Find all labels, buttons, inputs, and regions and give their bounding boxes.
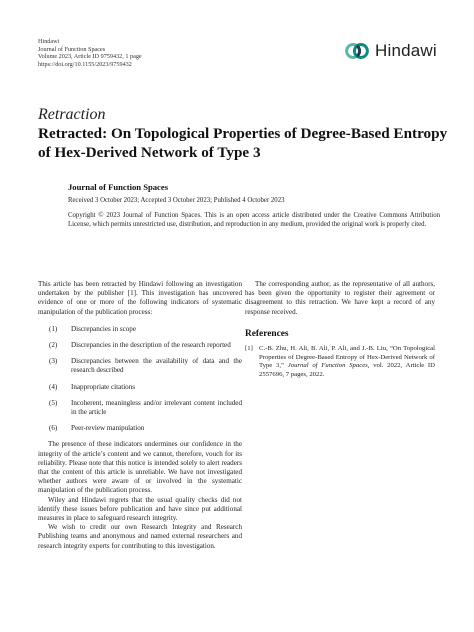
list-item-number: (4) <box>49 382 58 391</box>
indicator-list <box>38 325 242 434</box>
right-column <box>245 280 435 380</box>
list-item <box>38 399 242 417</box>
journal-name: Journal of Function Spaces <box>68 182 169 192</box>
list-item-text: Discrepancies between the availability of data and the research described <box>71 357 242 375</box>
list-item <box>38 357 242 375</box>
publication-dates: Received 3 October 2023; Accepted 3 October 2023; Published 4 October 2023 <box>68 197 285 204</box>
logo-wordmark: Hindawi <box>375 41 437 60</box>
author-paragraph: The corresponding author, as the representative of all authors, has been given the opportunity to register their agreement or disagreement to this retraction. We have kept a record of any response received. <box>245 280 435 316</box>
list-item <box>38 424 242 433</box>
hindawi-logo-icon <box>344 38 370 64</box>
references-heading: References <box>245 328 289 339</box>
list-item-text: Discrepancies in scope <box>71 324 137 333</box>
reference-number: [1] <box>245 345 253 353</box>
list-item-number: (6) <box>49 424 58 433</box>
list-item-text: Peer-review manipulation <box>71 424 145 433</box>
left-column <box>38 280 242 551</box>
intro-paragraph: This article has been retracted by Hindawi following an investigation undertaken by the publisher [1]. This investigation has uncovered evidence of one or more of the following indicators of systematic manipulation of the publication process: <box>38 280 242 316</box>
list-item-number: (5) <box>49 398 58 407</box>
wiley-paragraph: Wiley and Hindawi regrets that the usual quality checks did not identify these issues before publication and have since put additional measures in place to safeguard research integrity. <box>38 495 242 523</box>
doi-link[interactable]: https://doi.org/10.1155/2023/9759432 <box>38 60 132 68</box>
list-item <box>38 325 242 334</box>
presence-paragraph: The presence of these indicators undermines our confidence in the integrity of the article’s content and we cannot, therefore, vouch for its reliability. Please note that this notice is intended solely to alert readers that the content of this article is unreliable. We have not investigated whether authors were aware of or involved in the systematic manipulation of the publication process. <box>38 440 242 495</box>
list-item-text: Discrepancies in the description of the research reported <box>71 341 231 350</box>
list-item-number: (1) <box>49 324 58 333</box>
volume-line: Volume 2023, Article ID 9759432, 1 page <box>38 53 142 61</box>
journal-name-header: Journal of Function Spaces <box>38 45 106 53</box>
publisher-name: Hindawi <box>38 38 60 45</box>
list-item-number: (2) <box>49 341 58 350</box>
article-type: Retraction <box>38 106 106 123</box>
reference-item <box>245 345 435 380</box>
list-item <box>38 341 242 350</box>
list-item-text: Incoherent, meaningless and/or irrelevant content included in the article <box>71 398 242 417</box>
credit-paragraph: We wish to credit our own Research Integrity and Research Publishing teams and anonymous and named external researchers and research integrity experts for contributing to this investigation. <box>38 523 242 550</box>
reference-details: , vol. 2022, Article ID 2557696, 7 pages, 2022. <box>259 362 435 379</box>
copyright-notice: Copyright © 2023 Journal of Function Spaces. This is an open access article distributed under the Creative Commons Attribution License, which permits unrestricted use, distribution, and reproduction in any medium, provided the original work is properly cited. <box>68 212 440 228</box>
header-meta <box>38 38 142 68</box>
hindawi-logo[interactable] <box>344 38 437 64</box>
article-title: Retracted: On Topological Properties of Degree-Based Entropy of Hex-Derived Network of Type 3 <box>38 125 448 161</box>
list-item-number: (3) <box>49 357 58 366</box>
reference-text <box>259 345 435 380</box>
list-item-text: Inappropriate citations <box>71 382 136 391</box>
reference-journal: Journal of Function Spaces <box>287 362 368 370</box>
reference-citation: C.-B. Zhu, H. Ali, B. Ali, P. Ali, and J.-B. Liu, “On Topological Properties of Degree-Based Entropy of Hex-Derived Network of Type 3,” <box>259 345 435 370</box>
list-item <box>38 383 242 392</box>
